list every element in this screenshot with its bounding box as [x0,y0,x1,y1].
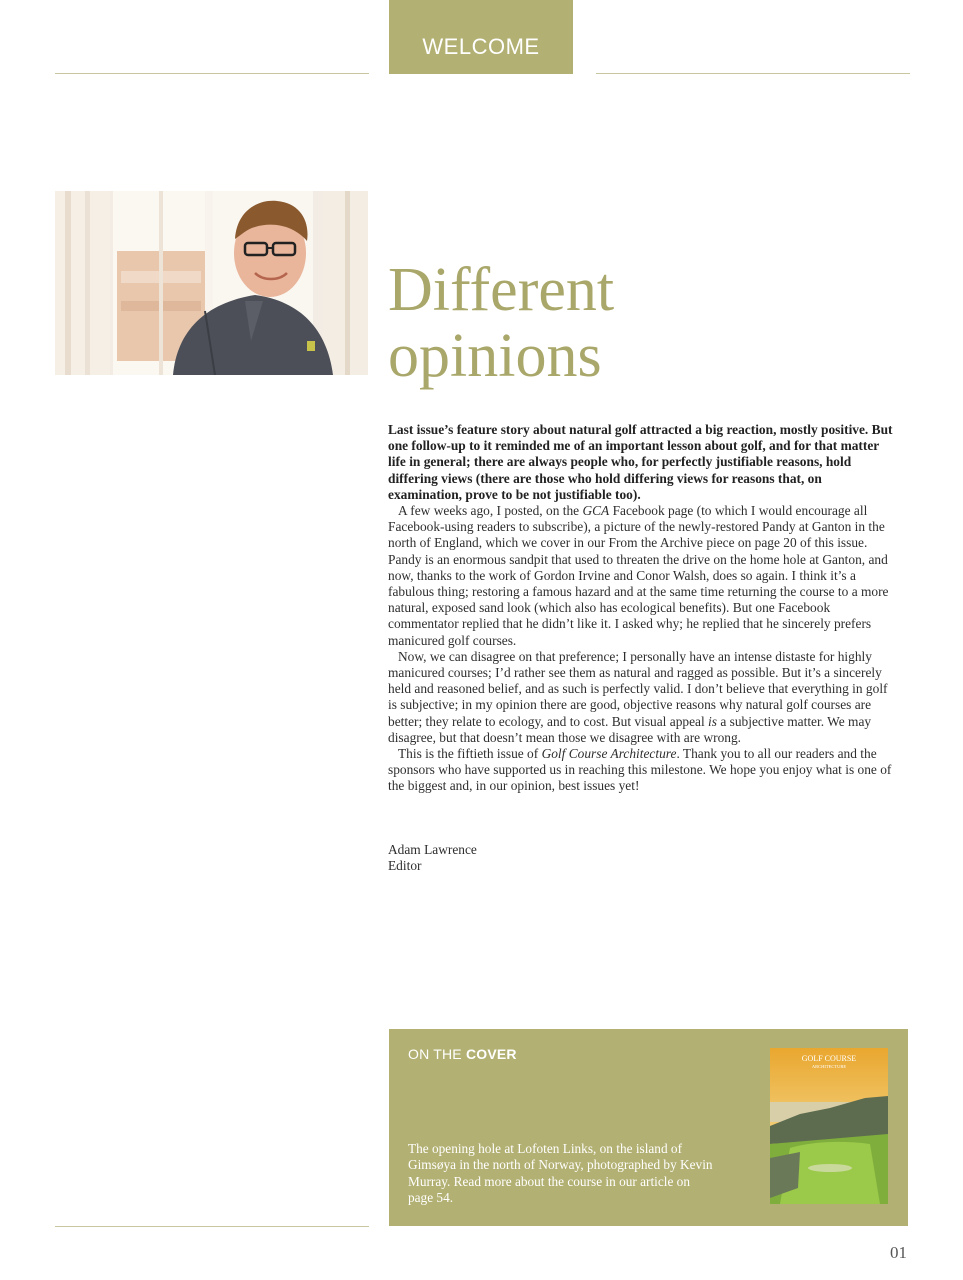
header-rule-left [55,73,369,74]
body-paragraph-3: This is the fiftieth issue of Golf Course Architecture. Thank you to all our readers and the sponsors who have supported us in reaching this milestone. We hope you enjoy what is one of the biggest and, in our opinion, best issues yet! [388,746,892,794]
cover-thumbnail [770,1048,888,1204]
cover-masthead-sub: ARCHITECTURE [811,1064,847,1069]
author-name: Adam Lawrence [388,842,477,857]
author-role: Editor [388,858,422,874]
cover-heading: ON THE COVER [408,1046,517,1062]
cover-masthead: GOLF COURSE [801,1054,857,1063]
lead-paragraph: Last issue’s feature story about natural golf attracted a big reaction, mostly positive. But one follow-up to it reminded me of an important lesson about golf, and for that matter life in general; there are always people who, for perfectly justifiable reasons, hold differing views (there are those who hold differing views for reasons that, on examination, prove to be not justifiable too). [388,422,893,502]
title-line-1: Different [388,256,615,324]
section-label: WELCOME [422,34,540,59]
editor-photo [55,191,368,375]
title-line-2: opinions [388,322,602,390]
article-body [388,422,898,795]
body-paragraph-2: Now, we can disagree on that preference; I personally have an intense distaste for highly manicured courses; I’d rather see them as natural and ragged as possible. But it’s a sincerely held and reasoned belief, and as such is perfectly valid. I don’t believe that everything in golf is subjective; in my opinion there are good, objective reasons why natural golf courses are better; they relate to ecology, and to cost. But visual appeal is a subjective matter. We may disagree, but that doesn’t mean those we disagree with are wrong. [388,648,888,745]
body-paragraph-1: A few weeks ago, I posted, on the GCA Facebook page (to which I would encourage all Facebook-using readers to subscribe), a picture of the newly-restored Pandy at Ganton in the north of England, which we cover in our From the Archive piece on page 20 of this issue. Pandy is an enormous sandpit that used to threaten the drive on the home hole at Ganton, and now, thanks to the work of Gordon Irvine and Conor Walsh, does so again. I think it’s a fabulous thing; restoring a famous hazard and at the same time returning the course to a more natural, exposed sand look (which also has ecological benefits). But one Facebook commentator replied that he didn’t like it. I asked why; he replied that he sincerely prefers manicured golf courses. [388,503,889,648]
page-number: 01 [890,1243,907,1262]
cover-caption: The opening hole at Lofoten Links, on the island of Gimsøya in the north of Norway, photographed by Kevin Murray. Read more about the course in our article on page 54. [408,1141,713,1205]
section-tab [389,0,573,74]
header-rule-right [596,73,910,74]
footer-rule-left [55,1226,369,1227]
article-title [388,257,614,389]
signature [388,842,477,874]
on-the-cover-box [389,1029,908,1226]
